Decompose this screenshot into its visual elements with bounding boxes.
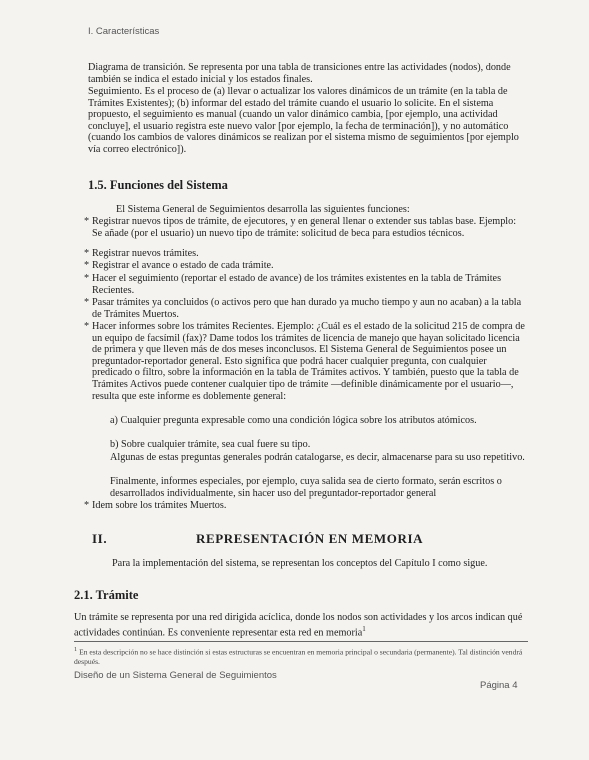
- bullet-mark: *: [84, 216, 90, 227]
- catalog-paragraph: Algunas de estas preguntas generales podrán catalogarse, es decir, almacenarse para su uso repetitivo.: [110, 452, 525, 463]
- function-item-text: Registrar el avance o estado de cada trámite.: [92, 260, 274, 271]
- function-item-text: Hacer informes sobre los trámites Recientes. Ejemplo: ¿Cuál es el estado de la solicitud 215 de compra de un equipo de facsímil (fax)? Dame todos los trámites de licencia de manejo que hayan solicitado licencia de primera y que lleven más de dos meses inconclusos. El Sistema General de Seguimientos posee un preguntador-reportador general. Esto significa que podrá hacer cualquier pregunta, con cualquier predicado o filtro, sobre la información en la tabla de Trámites activos. Y también, puesto que la tabla de Trámites Activos puede contener cualquier tipo de trámite —definible dinámicamente por el usuario—, resulta que este informe es doblemente general:: [92, 321, 525, 402]
- footnote-text: En esta descripción no se hace distinción si estas estructuras se encuentran en memoria principal o secundaria (permanente). Tal distinción vendrá después.: [74, 647, 523, 667]
- section-2-1-text: [74, 612, 530, 639]
- section-title-2-1: 2.1. Trámite: [74, 588, 139, 602]
- footnote-mark: 1: [74, 646, 78, 653]
- chapter-title: REPRESENTACIÓN EN MEMORIA: [196, 531, 424, 546]
- section-lead: El Sistema General de Seguimientos desarrolla las siguientes funciones:: [116, 204, 410, 215]
- footer-title: Diseño de un Sistema General de Seguimientos: [74, 670, 277, 681]
- function-list-item: [84, 273, 528, 296]
- special-reports-paragraph: Finalmente, informes especiales, por ejemplo, cuya salida sea de cierto formato, serán escritos o desarrollados individualmente, sin hacer uso del preguntador-reportador general: [110, 476, 502, 499]
- function-item-text: Registrar nuevos tipos de trámite, de ejecutores, y en general llenar o extender sus tablas base. Ejemplo: Se añade (por el usuario) un nuevo tipo de trámite: solicitud de beca para estudios técnicos.: [92, 216, 517, 239]
- footnote-rule: [74, 641, 528, 642]
- sub-item-b: b) Sobre cualquier trámite, sea cual fuere su tipo.: [110, 439, 311, 450]
- bullet-mark: *: [84, 273, 90, 284]
- bullet-mark: *: [84, 321, 90, 332]
- definition-diagrama: [88, 62, 526, 85]
- sub-item-a: a) Cualquier pregunta expresable como una condición lógica sobre los atributos atómicos.: [110, 415, 477, 426]
- chapter-number: II.: [92, 531, 108, 546]
- bullet-mark: *: [84, 248, 90, 259]
- function-list-item: [84, 260, 528, 272]
- function-list-item: [84, 248, 528, 260]
- function-item-text: Registrar nuevos trámites.: [92, 248, 199, 259]
- page-number: Página 4: [480, 680, 518, 691]
- function-item-text: Hacer el seguimiento (reportar el estado de avance) de los trámites existentes en la tabla de Trámites Recientes.: [92, 273, 502, 296]
- running-head: I. Características: [88, 26, 160, 37]
- definition-diagrama-text: Diagrama de transición. Se representa por una tabla de transiciones entre las actividades (nodos), donde también se indica el estado inicial y los estados finales.: [88, 62, 511, 85]
- footnote: [74, 645, 528, 667]
- function-list-item: [84, 297, 528, 320]
- function-list-item: [84, 216, 528, 239]
- definition-seguimiento: [88, 86, 528, 156]
- footnote-reference: 1: [362, 624, 366, 633]
- function-item-text: Pasar trámites ya concluidos (o activos pero que han durado ya mucho tiempo y aun no acaban) a la tabla de Trámites Muertos.: [92, 297, 522, 320]
- chapter-lead: Para la implementación del sistema, se representan los conceptos del Capítulo I como sigue.: [112, 558, 488, 569]
- bullet-mark: *: [84, 500, 90, 511]
- bullet-mark: *: [84, 260, 90, 271]
- function-item-text: Idem sobre los trámites Muertos.: [92, 500, 227, 511]
- definition-seguimiento-text: Seguimiento. Es el proceso de (a) llevar o actualizar los valores dinámicos de un trámite (en la tabla de Trámites Existentes); (b) informar del estado del trámite cuando el usuario lo solicite. En el sistema propuesto, el seguimiento es manual (cuando un valor dinámico cambia, [por ejemplo, una actividad concluye], el usuario registra este nuevo valor [por ejemplo, la fecha de terminación]), y no automático (cuando los cambios de valores dinámicos se realizan por el sistema mismo de seguimientos [por ejemplo vía correo electrónico]).: [88, 86, 519, 155]
- section-title-1-5: 1.5. Funciones del Sistema: [88, 178, 228, 192]
- function-list-item: [84, 321, 528, 402]
- function-list-item: [84, 500, 528, 512]
- bullet-mark: *: [84, 297, 90, 308]
- section-2-1-body: Un trámite se representa por una red dirigida acíclica, donde los nodos son actividades y los arcos indican qué actividades continúan. Es conveniente representar esta red en memoria: [74, 612, 523, 638]
